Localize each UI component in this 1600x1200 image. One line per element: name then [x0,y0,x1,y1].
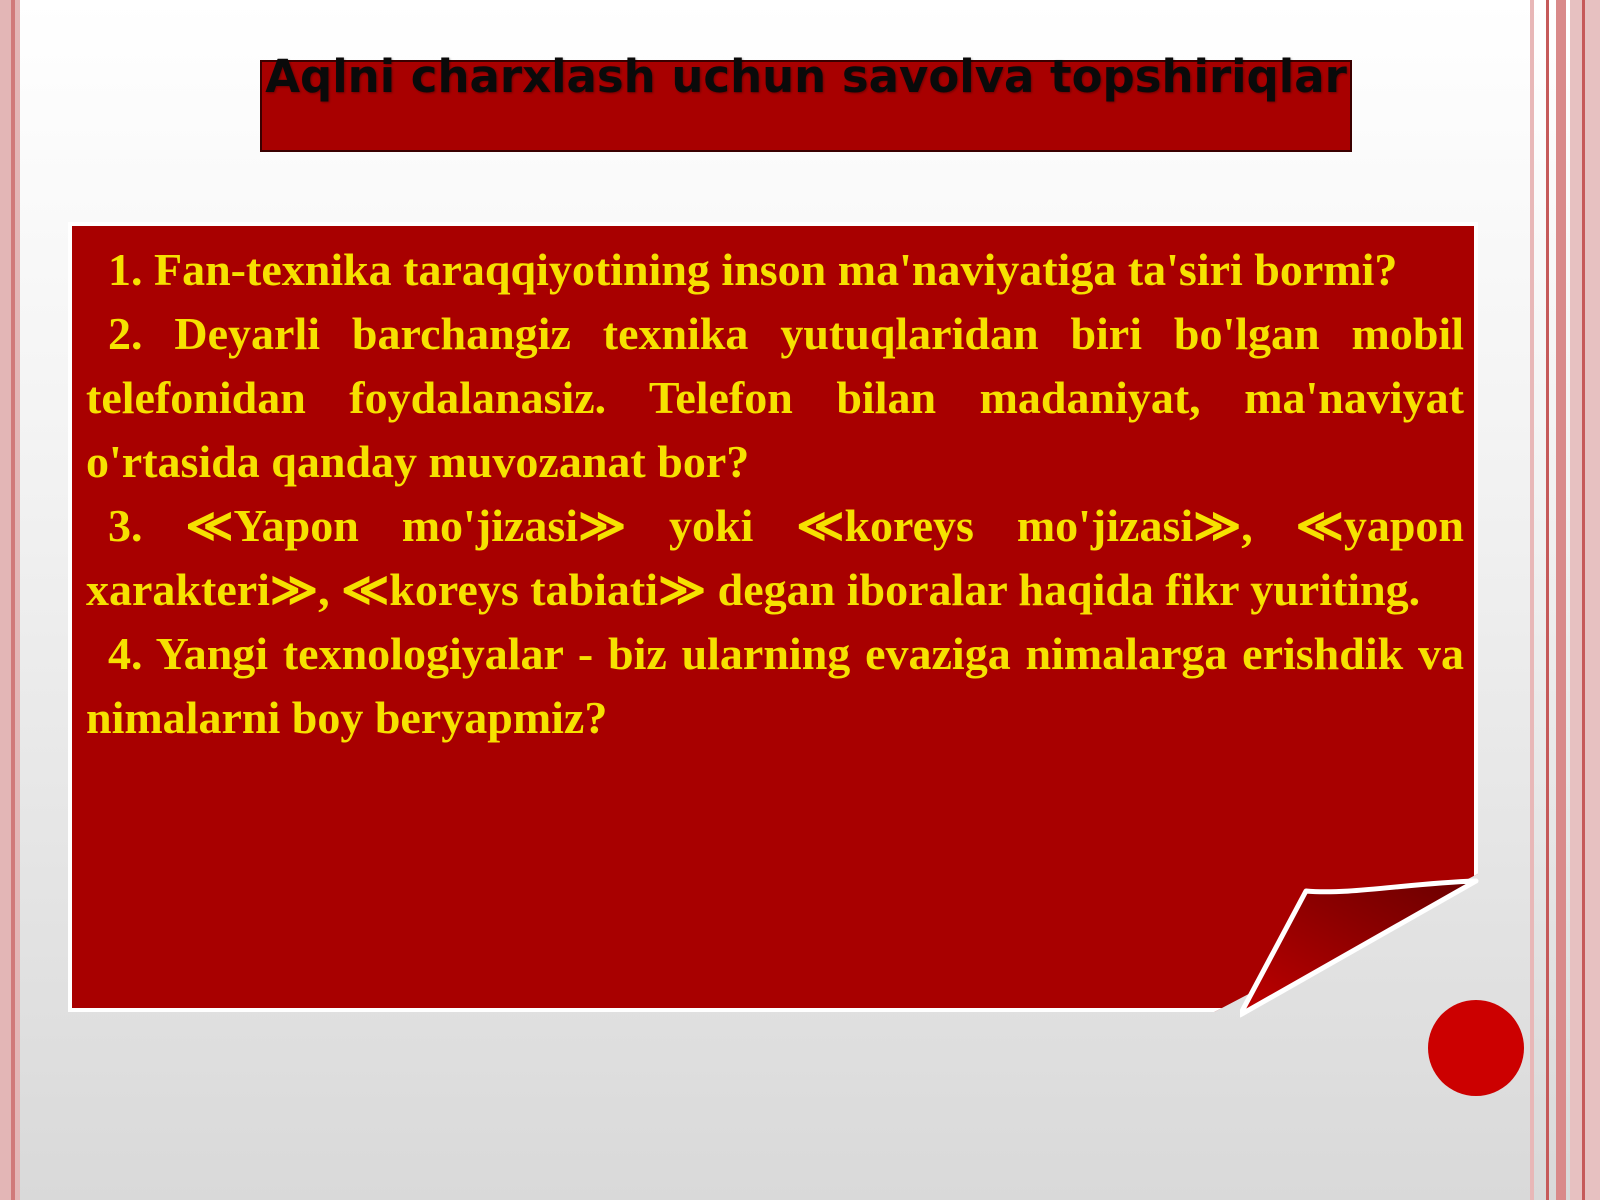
question-item: 4. Yangi texnologiyalar - biz ularning evaziga nimalarga erishdik va nimalarni boy beryapmiz? [86,628,1464,743]
slide-title: Aqlni charxlash uchun savolva topshiriqlar [265,50,1347,103]
right-stripe [1582,0,1585,1200]
left-decorative-line [11,0,15,1200]
left-decorative-bar [0,0,20,1200]
question-item: 3. ≪Yapon mo'jizasi≫ yoki ≪koreys mo'jizasi≫, ≪yapon xarakteri≫, ≪koreys tabiati≫ degan iboralar haqida fikr yuriting. [86,500,1464,615]
right-stripe [1546,0,1549,1200]
question-item: 2. Deyarli barchangiz texnika yutuqlaridan biri bo'lgan mobil telefonidan foydalanasiz. Telefon bilan madaniyat, ma'naviyat o'rtasida qanday muvozanat bor? [86,308,1464,487]
right-stripe [1530,0,1534,1200]
questions-list [86,238,1464,750]
right-decorative-stripes [1530,0,1600,1200]
page-curl-icon [1240,875,1490,1020]
right-stripe [1556,0,1566,1200]
right-stripe [1570,0,1600,1200]
question-item: 1. Fan-texnika taraqqiyotining inson ma'naviyatiga ta'siri bormi? [108,244,1398,295]
decorative-circle [1428,1000,1524,1096]
